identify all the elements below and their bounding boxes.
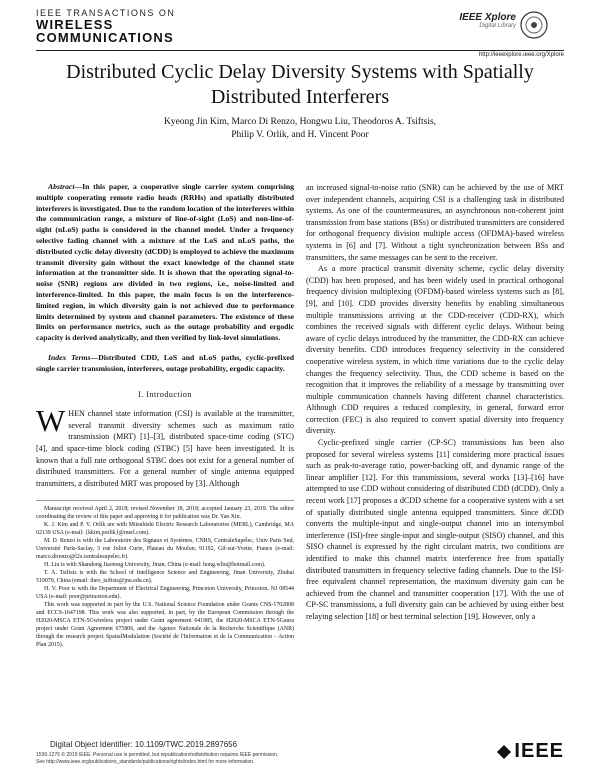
section-heading: I. Introduction [138, 389, 192, 399]
intro-text: HEN channel state information (CSI) is available at the transmitter, several transmit diversity schemes such as maximum ratio transmission (MRT) [1]–[3], distributed space-time coding (STC) [4], and space-time block coding (STBC) [5] have been investigated. It is known that a full rate orthogonal STBC does not exist for a general number of distributed transmitters. For a general number of single antenna equipped transmitters, a distributed MRT was proposed by [3]. Although [36, 409, 294, 488]
copyright-notice [36, 752, 506, 765]
abstract [36, 182, 294, 344]
intro-paragraph [36, 403, 294, 489]
footnote: M. D. Renzo is with the Laboratoire des Signaux et Systèmes, CNRS, CentraleSupélec, Univ Paris Sud, Université Paris-Saclay, 3 rue Joliot Curie, Plateau du Moulon, 91192, Gif-sur-Yvette, France (e-mail: marco.direnzo@l2s.centralesupelec.fr). [36, 538, 294, 561]
index-terms-label: Index Terms [48, 352, 91, 362]
copyright-line2: See http://www.ieee.org/publications_standards/publications/rights/index.html for more information. [36, 758, 255, 765]
author-list [36, 116, 564, 142]
abstract-text: —In this paper, a cooperative single carrier system comprising multiple cooperating remote radio heads (RRHs) and spatially distributed interferers is investigated. Due to the random location of the interferers within the communication range, a mixture of line-of-sight (LoS) and non-line-of-sight (nLoS) paths is considered in the channel model. Under a frequency selective fading channel with a mixture of the LoS and nLoS paths, the distributed cyclic delay diversity (dCDD) is employed to achieve the maximum transmit diversity gain without the exact knowledge of the channel state information at the transmitter side. It is shown that the operating signal-to-noise (SNR) regions are divided in two regions, i.e., noise-limited and interference-limited. In this paper, the main focus is on the interference-limited region, in which diversity gain is not achieved due to performance limits determined by system and channel parameters. The existence of these limits on performance metrics, such as the outage probability and ergodic capacity is derived analytically, and then verified by link-level simulations. [36, 182, 294, 343]
index-terms-text: —Distributed CDD, LoS and nLoS paths, cyclic-prefixed single carrier transmission, interferers, outage probability, ergodic capacity. [36, 352, 295, 373]
journal-line1: IEEE TRANSACTIONS ON [36, 8, 176, 18]
footnote: H. V. Poor is with the Department of Electrical Engineering, Princeton University, Princeton, NJ 08544 USA (e-mail: poor@princeton.edu). [36, 586, 294, 601]
body-paragraph: Cyclic-prefixed single carrier (CP-SC) transmissions has been also proposed for several wireless systems [11] considering more practical issues such as peak-to-average ratio, power-backing off, and dynamic range of the linear amplifier [12]. For this transmissions, several works [13]–[16] have attempted to use CDD without considering of distributed CDD (dCDD). Only a recent work [17] proposes a dCDD scheme for a cooperative system with a set of spatially distributed single antenna equipped transmitters. Since dCDD converts the multiple-input and single-output channel into an intersymbol interference (ISI)-free single-input and single-output (SISO) channel, and this SISO channel is expressed by the right circulant matrix, two conditions are identified to make this channel matrix interference free from spatially distributed transmitters in frequency selective fading channels. Due to the ISI-free equivalent channel representation, the maximum diversity gain can be achieved from the channel and transmitter cooperation [17]. With the use of CP-SC transmissions, a full diversity gain can be achieved by using either best relaying selection [18] or best terminal selection [19]. However, only a [306, 438, 564, 621]
xplore-brand: IEEE Xplore [459, 12, 516, 23]
ieee-logo-text: IEEE [514, 740, 564, 762]
xplore-subtitle: Digital Library [479, 23, 516, 29]
footnotes [36, 500, 294, 649]
authors-line1: Kyeong Jin Kim, Marco Di Renzo, Hongwu Liu, Theodoros A. Tsiftsis, [163, 117, 437, 127]
ieee-diamond-icon [497, 745, 511, 759]
footnote: H. Liu is with Shandong Jiaotong University, Jinan, China (e-mail: hong.wliu@hotmail.com). [44, 562, 266, 569]
header-rule [36, 50, 564, 51]
footnote: K. J. Kim and P. V. Orlik are with Mitsubishi Electric Research Laboratories (MERL), Cambridge, MA 02139 USA (e-mail: {kkim,porlik}@merl.com). [36, 522, 294, 537]
paper-title: Distributed Cyclic Delay Diversity Systems with Spatially Distributed Interferers [66, 61, 534, 108]
xplore-url: http://ieeexplore.ieee.org/Xplore [478, 52, 564, 58]
footnote: Manuscript received April 2, 2018; revised November 18, 2018; accepted January 23, 2019. The editor coordinating the review of this paper and approving it for publication was Dr. Yan Xin. [36, 506, 294, 521]
right-column [306, 182, 564, 623]
doi: Digital Object Identifier: 10.1109/TWC.2019.2897656 [50, 740, 238, 749]
body-paragraph: As a more practical transmit diversity scheme, cyclic delay diversity (CDD) has been proposed, and has been widely used in practical orthogonal frequency division multiplexing (OFDM)-based wireless systems such as [8], [9], and [10]. CDD provides diversity benefits by enabling simultaneous multiple transmissions arriving at the CDD-receiver (CDD-RX), which combines the received signals with different cyclic delays. Without being aware of cyclic delays introduced by the transmitter, the CDD-RX can achieve diversity benefits. CDD introduces frequency selectivity in the considered cooperative wireless system, in which time variations due to the cyclic delay changes the frequency selectivity. Thus, the CDD scheme is based on the recognition that it improves the reliability of a message by transmitting over multiple communication channels having different channel characteristics. Although CDD requires a reduced complexity, in general, forward error correction (FEC) is also required to convert spatial diversity into frequency diversity. [306, 264, 564, 436]
journal-masthead [36, 8, 236, 44]
xplore-circle-icon [518, 9, 550, 41]
xplore-branding [459, 12, 556, 29]
ieee-logo [497, 740, 564, 763]
authors-line2: Philip V. Orlik, and H. Vincent Poor [231, 130, 369, 140]
dropcap: W [36, 403, 66, 439]
footnote: This work was supported in part by the U.S. National Science Foundation under Grants CNS-1702808 and ECCS-1647198. This work was also supported, in part, by the European Commission through the H2020-MSCA ETN-5Gwireless project under Grant agreement 641985, the H2020-MSCA ETN-5Gaura project under Grant Agreement 675806, and the Agence Nationale de la Recherche Scientifique (ANR) through the research project SpatialModulation (Société de l'Information et de la Communication - Action Plan 2015). [36, 602, 294, 649]
journal-line3: COMMUNICATIONS [36, 30, 174, 45]
left-column [36, 182, 294, 649]
body-paragraph: an increased signal-to-noise ratio (SNR) can be achieved by the use of MRT over independent channels, acquiring CSI is a challenging task in distributed systems. As one of the countermeasures, an asynchronous non-coherent joint transmission from base stations (BSs) or distributed transmitters are considered for orthogonal frequency division multiple access (OFDMA)-based wireless systems in [6] and [7]. Without a tight synchronization between BSs and transmitters, the same messages can be sent to the receiver. [306, 183, 564, 262]
copyright-line1: 1536-1276 © 2019 IEEE. Personal use is permitted, but republication/redistribution requires IEEE permission. [36, 752, 279, 758]
journal-line2: WIRELESS [36, 17, 114, 32]
footnote: T. A. Tsiftsis is with the School of Intelligence Science and Engineering, Jinan University, Zhuhai 519070, China (email: theo_tsiftsis@jnu.edu.cn). [36, 570, 294, 585]
index-terms [36, 353, 294, 375]
abstract-label: Abstract [48, 182, 75, 191]
